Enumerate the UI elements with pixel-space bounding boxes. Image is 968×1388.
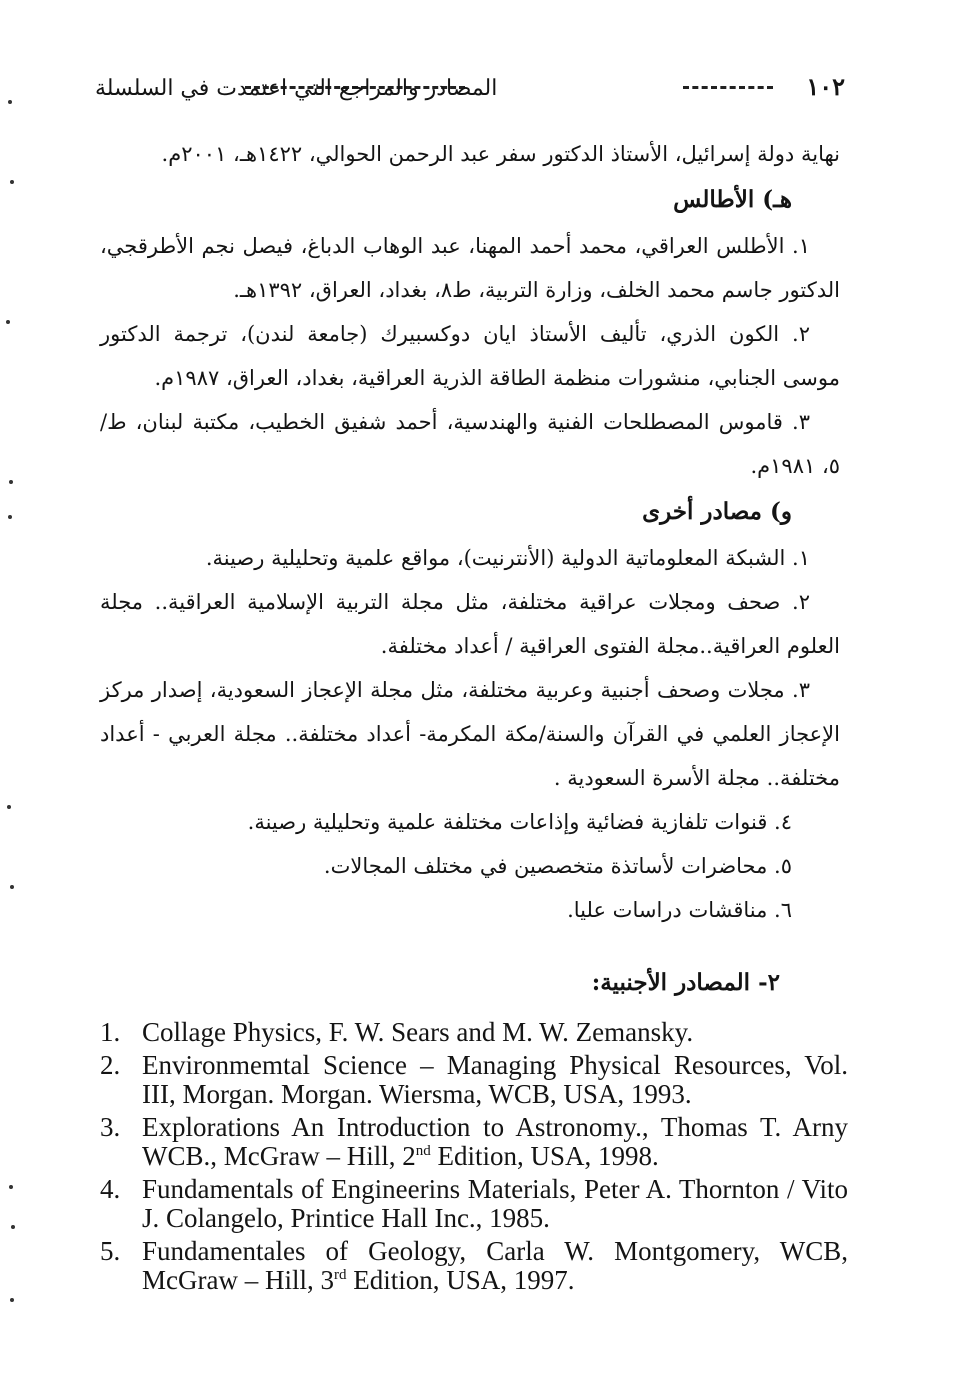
list-item: ٣. مجلات وصحف أجنبية وعربية مختلفة، مثل مجلة الإعجاز السعودية، إصدار مركز الإعجاز العلمي في القرآن والسنة/مكة المكرمة- أعداد مختلفة.. مجلة العربي - أعداد مختلفة.. مجلة الأسرة السعودية . [100, 678, 840, 790]
list-item: ٤. قنوات تلفازية فضائية وإذاعات مختلفة علمية وتحليلية رصينة. [247, 810, 792, 834]
reference-number: 1. [100, 1017, 121, 1047]
main-text [100, 132, 840, 1008]
reference-text: Fundamentals of Engineerins Materials, Peter A. Thornton / Vito J. Colangelo, Printice Hall Inc., 1985. [142, 1174, 848, 1233]
reference-text-part: Edition, USA, 1997. [346, 1265, 575, 1295]
reference-text-part: Fundamentales of Geology, Carla W. Montgomery, WCB, McGraw – Hill, 3 [142, 1236, 848, 1295]
foreign-sources-heading: ٢- المصادر الأجنبية: [591, 969, 780, 996]
reference-number: 2. [100, 1050, 121, 1080]
reference-text: Collage Physics, F. W. Sears and M. W. Zemansky. [142, 1017, 694, 1047]
scan-speck [10, 885, 14, 889]
section-heading-atlases: هـ) الأطالس [673, 186, 792, 213]
page-header [95, 66, 845, 114]
reference-item [100, 1018, 848, 1047]
list-item: ٣. قاموس المصطلحات الفنية والهندسية، أحمد شفيق الخطيب، مكتبة لبنان، ط/ ٥، ١٩٨١م. [100, 410, 840, 478]
list-item: ٢. صحف ومجلات عراقية مختلفة، مثل مجلة التربية الإسلامية العراقية.. مجلة العلوم العراقية..مجلة الفتوى العراقية / أعداد مختلفة. [100, 590, 840, 658]
scan-speck [6, 320, 10, 324]
page-number: ١٠٢ [806, 72, 845, 101]
section-heading-other-sources: و) مصادر أخرى [642, 498, 792, 525]
intro-paragraph: نهاية دولة إسرائيل، الأستاذ الدكتور سفر عبد الرحمن الحوالي، ١٤٢٢هـ، ٢٠٠١م. [161, 142, 840, 166]
scan-speck [7, 805, 11, 809]
list-item: ٥. محاضرات لأساتذة متخصصين في مختلف المجالات. [323, 854, 792, 878]
list-item: ١. الشبكة المعلوماتية الدولية (الأنترنيت)، مواقع علمية وتحليلية رصينة. [205, 546, 810, 570]
reference-number: 3. [100, 1112, 121, 1142]
scan-speck [8, 515, 12, 519]
reference-text-part: Edition, USA, 1998. [430, 1141, 659, 1171]
running-title: المصادر والمراجع التي اعتمدت في السلسلة [95, 76, 498, 101]
scan-speck [9, 480, 13, 484]
list-item: ٦. مناقشات دراسات عليا. [567, 898, 792, 922]
scan-speck [10, 1298, 14, 1302]
reference-text: Environmemtal Science – Managing Physical Resources, Vol. III, Morgan. Morgan. Wiersma, WCB, USA, 1993. [142, 1050, 848, 1109]
ordinal-suffix: nd [415, 1143, 431, 1159]
scan-speck [11, 1225, 15, 1229]
scan-speck [9, 1185, 13, 1189]
reference-item [100, 1051, 848, 1109]
reference-number: 4. [100, 1174, 121, 1204]
reference-item [100, 1237, 848, 1295]
list-item: ١. الأطلس العراقي، محمد أحمد المهنا، عبد الوهاب الدباغ، فيصل نجم الأطرقجي، الدكتور جاسم محمد الخلف، وزارة التربية، ط٨، بغداد، العراق، ١٣٩٢هـ. [100, 234, 840, 302]
foreign-references-list [100, 1018, 848, 1299]
reference-text-part: Explorations An Introduction to Astronomy., Thomas T. Arny WCB., McGraw – Hill, 2 [142, 1112, 848, 1171]
scan-speck [10, 180, 14, 184]
scan-speck [8, 100, 12, 104]
reference-number: 5. [100, 1236, 121, 1266]
reference-item [100, 1175, 848, 1233]
reference-item [100, 1113, 848, 1171]
reference-text [142, 1113, 848, 1171]
list-item: ٢. الكون الذري، تأليف الأستاذ ايان دوكسبيرك (جامعة لندن)، ترجمة الدكتور موسى الجنابي، منشورات منظمة الطاقة الذرية العراقية، بغداد، العراق، ١٩٨٧م. [100, 322, 840, 390]
reference-text [142, 1237, 848, 1295]
ordinal-suffix: rd [333, 1267, 347, 1283]
header-dash-rule [683, 86, 773, 89]
